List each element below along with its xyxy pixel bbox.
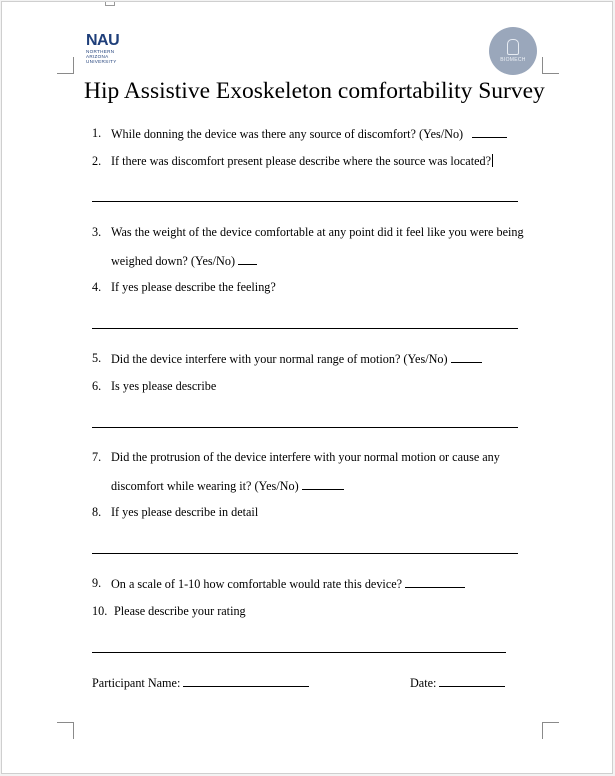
question-text: Is yes please describe bbox=[111, 379, 217, 393]
page-top-marker bbox=[105, 2, 115, 6]
survey-title: Hip Assistive Exoskeleton comfortability Survey bbox=[84, 78, 545, 104]
question-text: Did the device interfere with your normal range of motion? (Yes/No) bbox=[111, 352, 448, 366]
answer-blank[interactable] bbox=[405, 576, 465, 588]
question-text: Was the weight of the device comfortable at any point did it feel like you were being bbox=[111, 225, 524, 239]
nau-logo bbox=[86, 33, 134, 65]
question-number: 4. bbox=[92, 280, 102, 294]
question-7-continued bbox=[111, 478, 344, 494]
question-text: discomfort while wearing it? (Yes/No) bbox=[111, 479, 299, 493]
answer-line[interactable] bbox=[92, 652, 506, 653]
answer-line[interactable] bbox=[92, 427, 518, 428]
date-row bbox=[410, 675, 505, 691]
participant-name-label: Participant Name: bbox=[92, 676, 181, 690]
walking-figure-icon bbox=[507, 39, 519, 55]
crop-mark-top-right bbox=[542, 57, 559, 74]
question-number: 10. bbox=[92, 604, 108, 618]
question-text: On a scale of 1-10 how comfortable would rate this device? bbox=[111, 577, 403, 591]
question-text: If yes please describe in detail bbox=[111, 505, 259, 519]
nau-logo-line3: UNIVERSITY bbox=[86, 59, 117, 65]
answer-line[interactable] bbox=[92, 201, 518, 202]
date-field[interactable] bbox=[439, 675, 505, 687]
crop-mark-top-left bbox=[57, 57, 74, 74]
date-label: Date: bbox=[410, 676, 437, 690]
participant-name-field[interactable] bbox=[183, 675, 309, 687]
question-number: 7. bbox=[92, 450, 102, 464]
question-text: Please describe your rating bbox=[114, 604, 246, 618]
nau-logo-text: NAU bbox=[86, 32, 120, 49]
answer-blank[interactable] bbox=[302, 478, 344, 490]
text-cursor bbox=[492, 154, 493, 167]
participant-name-row bbox=[92, 675, 309, 691]
question-number: 8. bbox=[92, 505, 102, 519]
question-number: 3. bbox=[92, 225, 102, 239]
biomech-seal-logo bbox=[489, 27, 537, 75]
question-text: Did the protrusion of the device interfere with your normal motion or cause any bbox=[111, 450, 500, 464]
nau-logo-line2: ARIZONA bbox=[86, 54, 109, 60]
question-number: 1. bbox=[92, 126, 102, 140]
document-page bbox=[1, 1, 613, 774]
crop-mark-bottom-right bbox=[542, 722, 559, 739]
question-3-continued bbox=[111, 253, 257, 269]
question-number: 9. bbox=[92, 576, 102, 590]
seal-text: BIOMECH bbox=[500, 57, 526, 63]
question-text: weighed down? (Yes/No) bbox=[111, 254, 236, 268]
question-text: If yes please describe the feeling? bbox=[111, 280, 276, 294]
question-text: While donning the device was there any source of discomfort? (Yes/No) bbox=[111, 127, 464, 141]
nau-logo-line1: NORTHERN bbox=[86, 49, 115, 54]
question-text: If there was discomfort present please describe where the source was located? bbox=[111, 154, 492, 168]
crop-mark-bottom-left bbox=[57, 722, 74, 739]
question-number: 2. bbox=[92, 154, 102, 168]
answer-line[interactable] bbox=[92, 328, 518, 329]
question-number: 5. bbox=[92, 351, 102, 365]
answer-line[interactable] bbox=[92, 553, 518, 554]
question-number: 6. bbox=[92, 379, 102, 393]
answer-blank[interactable] bbox=[472, 126, 507, 138]
answer-blank[interactable] bbox=[451, 351, 482, 363]
answer-blank[interactable] bbox=[238, 253, 257, 265]
